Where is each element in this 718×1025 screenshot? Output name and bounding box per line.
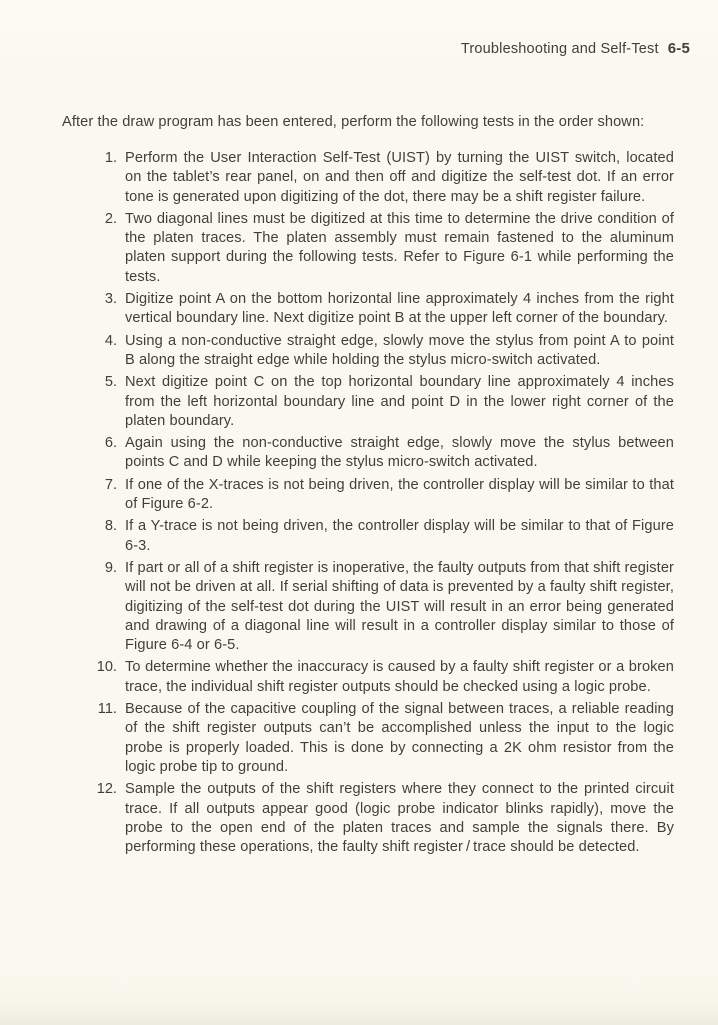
step-number: 3. (104, 291, 117, 308)
step-text: Two diagonal lines must be digitized at this time to determine the drive condition of the platen traces. The platen assembly must remain fastened to the aluminum platen support during the following tests. Refer to Figure 6-1 while performing the tests. (125, 210, 674, 285)
header-title: Troubleshooting and Self-Test (460, 41, 659, 57)
step-number: 4. (104, 332, 117, 349)
step-text: If one of the X-traces is not being driven, the controller display will be similar to that of Figure 6-2. (125, 476, 674, 513)
step-text: If part or all of a shift register is inoperative, the faulty outputs from that shift register will not be driven at all. If serial shifting of data is prevented by a faulty shift register, digitizing of the self-test dot during the UIST will result in an error being generated and drawing of a diagonal line will result in a controller display similar to those of Figure 6-4 or 6-5. (125, 559, 674, 654)
step-text: To determine whether the inaccuracy is caused by a faulty shift register or a broken trace, the individual shift register outputs should be checked using a logic probe. (125, 659, 674, 695)
step-text: Again using the non-conductive straight edge, slowly move the stylus between points C and D while keeping the stylus micro-switch activated. (125, 435, 674, 471)
step-item-5 (62, 373, 674, 431)
step-number: 7. (104, 476, 117, 493)
step-text: If a Y-trace is not being driven, the controller display will be similar to that of Figure 6-3. (125, 518, 674, 554)
step-text: Sample the outputs of the shift registers where they connect to the printed circuit trace. If all outputs appear good (logic probe indicator blinks rapidly), move the probe to the open end of the platen traces and sample the signals there. By performing these operations, the faulty shift register / trace should be detected. (125, 781, 674, 856)
intro-paragraph: After the draw program has been entered, perform the following tests in the order shown: (62, 114, 645, 130)
step-text: Using a non-conductive straight edge, slowly move the stylus from point A to point B along the straight edge while holding the stylus micro-switch activated. (125, 332, 674, 368)
step-number: 10. (96, 659, 117, 676)
step-text: Perform the User Interaction Self-Test (UIST) by turning the UIST switch, located on the tablet’s rear panel, on and then off and digitize the self-test dot. If an error tone is generated upon digitizing of the dot, there may be a shift register failure. (125, 150, 674, 205)
step-number: 8. (104, 518, 117, 535)
step-text: Digitize point A on the bottom horizontal line approximately 4 inches from the right vertical boundary line. Next digitize point B at the upper left corner of the boundary. (125, 291, 674, 327)
step-item-10 (62, 658, 674, 697)
step-number: 6. (104, 435, 117, 452)
step-item-1 (62, 149, 674, 207)
step-number: 9. (104, 559, 117, 576)
step-item-3 (62, 290, 674, 329)
step-item-4 (62, 332, 674, 371)
step-item-7 (62, 476, 674, 515)
step-text: Next digitize point C on the top horizontal boundary line approximately 4 inches from the left horizontal boundary line and point D in the lower right corner of the platen boundary. (125, 374, 674, 429)
page-number: 6-5 (667, 40, 690, 57)
step-item-11 (62, 700, 674, 777)
step-item-12 (62, 780, 674, 857)
step-text: Because of the capacitive coupling of the signal between traces, a reliable reading of the shift register outputs can’t be accomplished unless the input to the logic probe is properly loaded. This is done by connecting a 2K ohm resistor from the logic probe tip to ground. (125, 701, 674, 775)
step-item-6 (62, 434, 674, 473)
step-number: 5. (104, 374, 117, 391)
step-number: 2. (104, 210, 117, 227)
numbered-step-list (62, 149, 674, 857)
step-item-9 (62, 559, 674, 655)
step-item-8 (62, 517, 674, 556)
step-number: 1. (104, 150, 117, 166)
running-header (0, 40, 718, 58)
step-number: 12. (96, 781, 117, 798)
step-number: 11. (97, 701, 117, 718)
step-item-2 (62, 210, 674, 287)
